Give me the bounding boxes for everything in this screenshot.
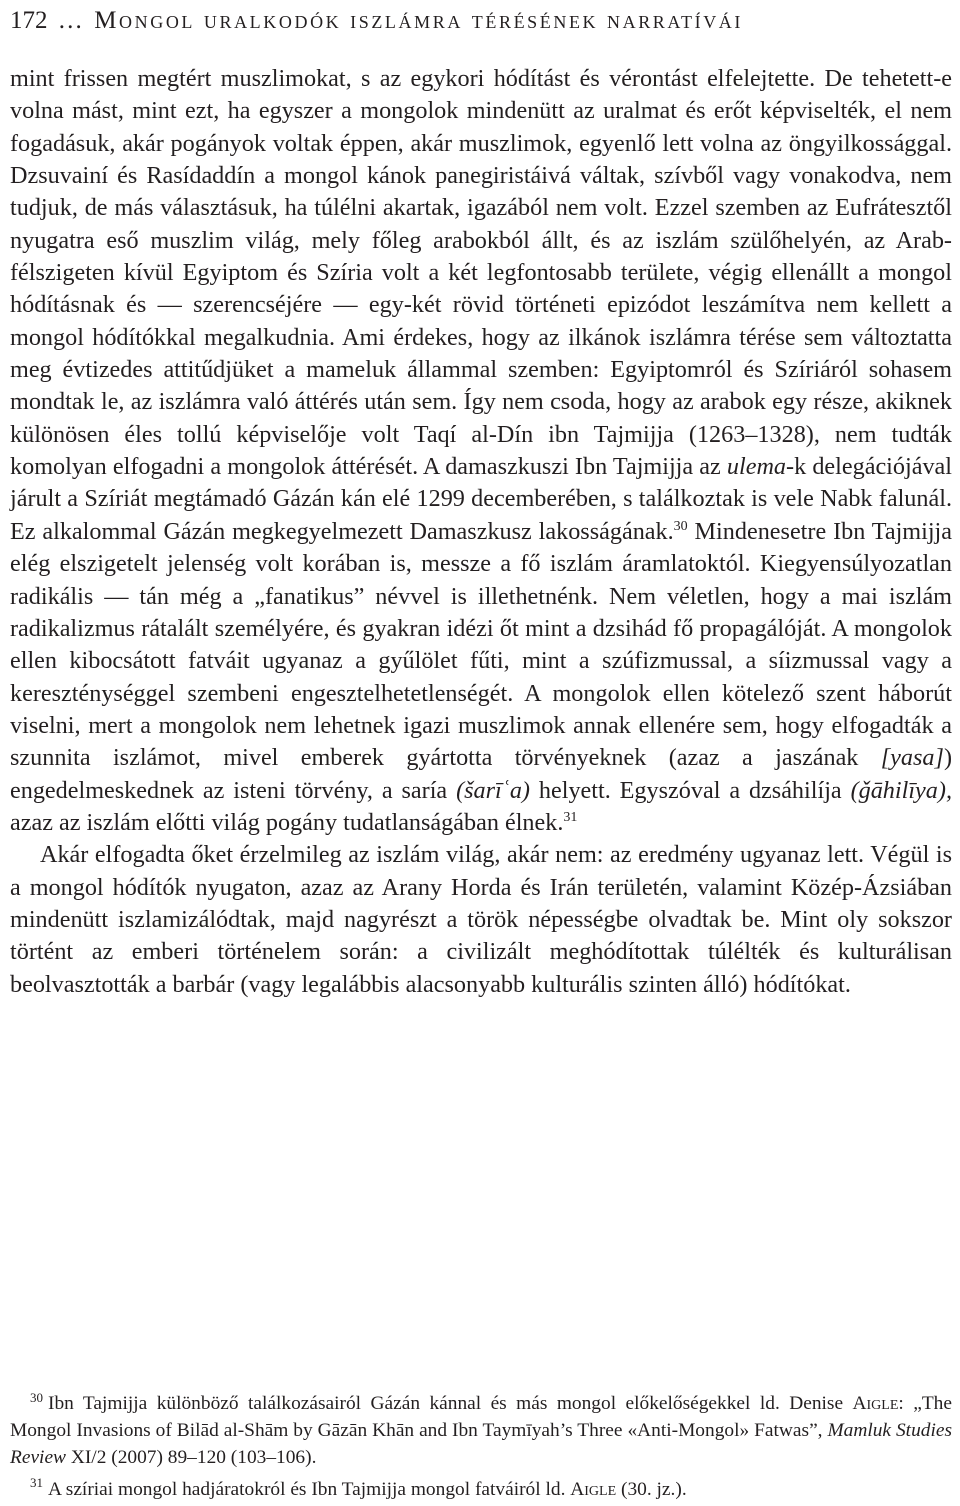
journal-title: Mamluk Studies Review bbox=[10, 1420, 952, 1469]
footnote-30 bbox=[10, 1390, 952, 1472]
footnote-text: : „The Mongol Invasions of Bilād al-Shām by Gāzān Khān and Ibn Taymīyah’s Three «Anti-Mongol» Fatwas”, bbox=[10, 1393, 952, 1442]
footnote-31 bbox=[10, 1476, 952, 1503]
author-name: Aigle bbox=[570, 1478, 617, 1500]
paragraph-1 bbox=[10, 63, 952, 839]
paragraph-2: Akár elfogadta őket érzelmileg az iszlám világ, akár nem: az eredmény ugyanaz lett. Végül is a mongol hódítók nyugaton, azaz az Arany Horda és Irán területén, valamint Közép-Ázsiában mindenütt iszlamizálódtak, majd nagyrészt a török népességbe olvadtak be. Mint oly sokszor történt az emberi történelem során: a civilizált meghódítottak túlélték és kulturálisan beolvasztották a barbár (vagy legalábbis alacsonyabb kulturális szinten álló) hódítókat. bbox=[10, 841, 952, 998]
footnote-number: 31 bbox=[30, 1475, 43, 1491]
footnote-text: XI/2 (2007) 89–120 (103–106). bbox=[66, 1447, 317, 1469]
italic-term-saria: (šarīʿa) bbox=[456, 776, 530, 804]
page-number: 172 bbox=[10, 7, 48, 34]
footnote-ref-31[interactable]: 31 bbox=[563, 809, 578, 825]
italic-term-jahiliya: (ǧāhilīya), bbox=[850, 776, 952, 804]
running-head bbox=[10, 4, 950, 38]
text-run: mint frissen megtért muszlimokat, s az egykori hódítást és vérontást elfelejtette. De tehetett-e volna mást, mint ezt, ha egyszer a mongolok mindenütt az uralmat és erőt képviselték, el nem fogadásuk, akár pogányok voltak éppen, akár muszlimok, egyenlő lett volna az öngyilkossággal. Dzsuvainí és Rasídaddín a mongol kánok panegiristáivá váltak, szívből vagy vonakodva, nem tudjuk, de más választásuk, ha túlélni akartak, igazából nem volt. Ezzel szemben az Eufrátesztől nyugatra eső muszlim világ, mely főleg arabokból állt, és az iszlám szülőhelyén, az Arab-félszigeten kívül Egyiptom és Szíria volt a két legfontosabb területe, végig ellenállt a mongol hódításnak és — szerencséjére — egy-két rövid történeti epizódot leszámítva nem kellett a mongol hódítókkal megalkudnia. Ami érdekes, hogy az ilkánok iszlámra térése sem változtatta meg évtizedes attitűdjüket a mameluk állammal szemben: Egyiptomról és Szíriáról sohasem mondtak le, az iszlámra való áttérés után sem. Így nem csoda, hogy az arabok egy része, akiknek különösen éles tollú képviselője volt Taqí al-Dín ibn Tajmijja (1263–1328), nem tudták komolyan elfogadni a mongolok áttérését. A damaszkuszi Ibn Tajmijja az bbox=[10, 65, 952, 481]
footnote-text: A szíriai mongol hadjáratokról és Ibn Tajmijja mongol fatváiról ld. bbox=[48, 1478, 571, 1500]
text-run: ) engedelmeskednek az isteni törvény, a saría bbox=[10, 744, 952, 804]
author-name: Aigle bbox=[852, 1393, 899, 1414]
footnote-number: 30 bbox=[30, 1389, 43, 1405]
footnotes bbox=[10, 1390, 952, 1503]
footnote-text: (30. jz.). bbox=[616, 1478, 687, 1500]
text-run: azaz az iszlám előtti világ pogány tudatlanságában élnek. bbox=[10, 808, 564, 836]
footnote-text: Ibn Tajmijja különböző találkozásairól Gázán kánnal és más mongol előkelőségekkel ld. Denise bbox=[48, 1393, 853, 1414]
running-title: … Mongol uralkodók iszlámra térésének narratívái bbox=[57, 7, 744, 34]
footnote-ref-30[interactable]: 30 bbox=[673, 518, 688, 534]
text-run: -k delegációjával járult a Szíriát megtámadó Gázán kán elé 1299 decemberében, s találkoztak is vele Nabk falunál. Ez alkalommal Gázán megkegyelmezett Damaszkusz lakosságának. bbox=[10, 453, 952, 545]
italic-term-ulema: ulema bbox=[726, 453, 787, 481]
text-run: helyett. Egyszóval a dzsáhilíja bbox=[529, 776, 851, 804]
italic-term-yasa: [yasa] bbox=[880, 744, 944, 772]
text-run: Mindenesetre Ibn Tajmijja elég elszigetelt jelenség volt korában is, messze a fő iszlám áramlatoktól. Kiegyensúlyozatlan radikális — tán még a „fanatikus” névvel is illethetnénk. Nem véletlen, hogy a mai iszlám radikalizmus rátalált személyére, és gyakran idézi őt mint a dzsihád fő propagálóját. A mongolok ellen kibocsátott fatváit ugyanaz a gyűlölet fűti, mint a szúfizmussal, a síizmussal vagy a kereszténységgel szembeni engesztelhetetlenségét. A mongolok ellen kötelező szent háborút viselni, mert a mongolok nem lehetnek igazi muszlimok annak ellenére sem, hogy elfogadták a szunnita iszlámot, mivel emberek gyártotta törvényeknek (azaz a jaszának bbox=[10, 517, 952, 772]
main-text bbox=[10, 63, 952, 1001]
